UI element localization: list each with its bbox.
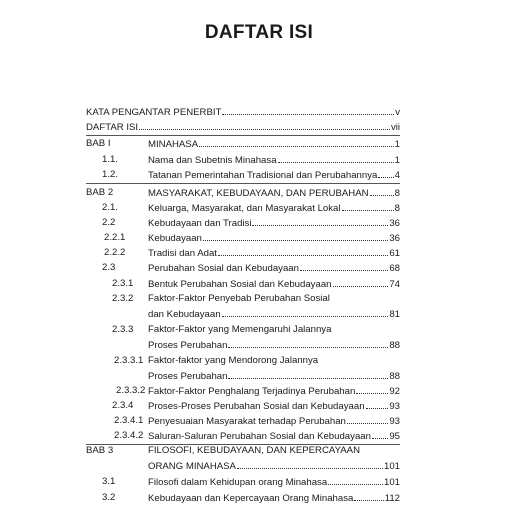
toc-entry-label: Faktor-Faktor Penghalang Terjadinya Perubahan [148, 386, 356, 397]
toc-number: BAB 3 [86, 445, 114, 456]
dot-leader [139, 119, 390, 130]
toc-page-number: 8 [394, 203, 400, 214]
dot-leader [378, 167, 393, 178]
toc-number: BAB 2 [86, 187, 114, 198]
toc-entry-label: Proses Perubahan [148, 340, 228, 351]
toc-row [0, 245, 518, 260]
toc-entry[interactable] [148, 413, 400, 429]
toc-entry-label: MINAHASA [148, 139, 199, 150]
toc-row [0, 337, 518, 352]
toc-page-number: 1 [394, 139, 400, 150]
toc-row [0, 260, 518, 275]
toc-number: 2.2.1 [104, 232, 126, 243]
section-divider [86, 183, 400, 184]
toc-number: 1.2. [102, 169, 119, 180]
toc-entry[interactable] [148, 152, 400, 168]
toc-entry[interactable] [148, 322, 400, 337]
toc-entry-label: Tradisi dan Adat [148, 248, 217, 259]
toc-entry-label: FILOSOFI, KEBUDAYAAN, DAN KEPERCAYAAN [148, 445, 360, 456]
toc-entry-label: Saluran-Saluran Perubahan Sosial dan Kebudayaan [148, 431, 371, 442]
page-title: DAFTAR ISI [204, 22, 314, 43]
toc-page-number: 93 [389, 416, 400, 427]
toc-number: 2.3.3.1 [114, 355, 144, 366]
toc-entry[interactable] [148, 185, 400, 201]
toc-entry[interactable] [86, 119, 400, 135]
toc-page-number: 4 [394, 170, 400, 181]
toc-entry[interactable] [148, 458, 400, 474]
dot-leader [203, 230, 388, 241]
toc-row [0, 104, 518, 119]
toc-entry-label: dan Kebudayaan [148, 309, 221, 320]
toc-entry[interactable] [148, 260, 400, 276]
toc-row [0, 276, 518, 291]
toc-row [0, 398, 518, 413]
toc-number: 2.3.3.2 [116, 385, 146, 396]
toc-entry[interactable] [148, 474, 400, 490]
toc-entry[interactable] [148, 383, 400, 399]
dot-leader [300, 260, 388, 271]
toc-page-number: 1 [394, 155, 400, 166]
toc-number: 2.2 [102, 217, 116, 228]
toc-entry[interactable] [148, 368, 400, 384]
dot-leader [356, 383, 388, 394]
toc-entry[interactable] [148, 245, 400, 261]
toc-row [0, 306, 518, 321]
dot-leader [366, 398, 389, 409]
dot-leader [333, 276, 389, 287]
dot-leader [228, 337, 388, 348]
toc-page-number: 74 [389, 279, 400, 290]
toc-entry-label: Faktor-faktor yang Mendorong Jalannya [148, 355, 319, 366]
toc-page-number: 92 [389, 386, 400, 397]
toc-entry-label: Perubahan Sosial dan Kebudayaan [148, 263, 299, 274]
toc-page-number: 88 [389, 340, 400, 351]
toc-number: 2.1. [102, 202, 119, 213]
dot-leader [199, 136, 394, 147]
toc-entry[interactable] [148, 136, 400, 152]
toc-row [0, 353, 518, 368]
toc-entry-label: Keluarga, Masyarakat, dan Masyarakat Lokal [148, 203, 341, 214]
toc-entry-label: DAFTAR ISI [86, 122, 139, 133]
toc-row [0, 152, 518, 167]
toc-entry[interactable] [148, 215, 400, 231]
toc-number: 2.3.4 [112, 400, 134, 411]
toc-row [0, 185, 518, 200]
toc-number: 2.2.2 [104, 247, 126, 258]
toc-number: 2.3.2 [112, 293, 134, 304]
dot-leader [354, 490, 383, 501]
toc-page-number: 68 [389, 263, 400, 274]
toc-row [0, 458, 518, 473]
toc-entry-label: Proses-Proses Perubahan Sosial dan Kebudayaan [148, 401, 365, 412]
toc-page-number: 88 [389, 371, 400, 382]
toc-number: BAB I [86, 138, 111, 149]
toc-page-number: 81 [389, 309, 400, 320]
toc-entry[interactable] [148, 443, 400, 458]
dot-leader [347, 413, 388, 424]
toc-entry-label: Proses Perubahan [148, 371, 228, 382]
toc-entry[interactable] [148, 306, 400, 322]
toc-entry-label: Faktor-Faktor Penyebab Perubahan Sosial [148, 293, 330, 304]
toc-entry-label: Bentuk Perubahan Sosial dan Kebudayaan [148, 279, 332, 290]
toc-entry-label: Tatanan Pemerintahan Tradisional dan Perubahannya [148, 170, 378, 181]
toc-page-number: 101 [383, 477, 400, 488]
toc-entry-label: Kebudayaan [148, 233, 202, 244]
toc-number: 1.1. [102, 154, 119, 165]
toc-page-number: 112 [384, 493, 400, 504]
toc-entry[interactable] [148, 428, 400, 444]
toc-row [0, 215, 518, 230]
dot-leader [222, 104, 394, 115]
toc-page-number: 101 [383, 461, 400, 472]
dot-leader [222, 306, 389, 317]
toc-page-number: 95 [389, 431, 400, 442]
toc-page-number: v [395, 107, 400, 118]
toc-row [0, 200, 518, 215]
toc-row [0, 368, 518, 383]
dot-leader [370, 185, 394, 196]
toc-entry-label: Kebudayaan dan Kepercayaan Orang Minahasa [148, 493, 354, 504]
toc-entry[interactable] [148, 167, 400, 183]
toc-row [0, 167, 518, 182]
toc-entry[interactable] [148, 230, 400, 246]
toc-row [0, 322, 518, 337]
dot-leader [252, 215, 388, 226]
toc-row [0, 428, 518, 443]
dot-leader [328, 474, 383, 485]
toc-row [0, 490, 518, 505]
dot-leader [237, 458, 383, 469]
toc-page-number: vii [390, 122, 400, 133]
toc-row [0, 291, 518, 306]
toc-page-number: 61 [389, 248, 400, 259]
toc-page-number: 36 [389, 233, 400, 244]
toc-entry-label: Faktor-Faktor yang Memengaruhi Jalannya [148, 324, 332, 335]
toc-number: 2.3 [102, 262, 116, 273]
toc-row [0, 474, 518, 489]
toc-number: 2.3.1 [112, 278, 134, 289]
toc-number: 3.2 [102, 492, 116, 503]
toc-entry-label: Filosofi dalam Kehidupan orang Minahasa [148, 477, 328, 488]
toc-entry-label: MASYARAKAT, KEBUDAYAAN, DAN PERUBAHAN [148, 188, 369, 199]
toc-row [0, 383, 518, 398]
toc-row [0, 443, 518, 458]
toc-number: 2.3.3 [112, 324, 134, 335]
toc-row [0, 119, 518, 134]
toc-number: 2.3.4.1 [114, 415, 144, 426]
toc-row [0, 230, 518, 245]
toc-number: 2.3.4.2 [114, 430, 144, 441]
toc-entry-label: ORANG MINAHASA [148, 461, 236, 472]
dot-leader [228, 368, 388, 379]
toc-row [0, 413, 518, 428]
toc-entry-label: Nama dan Subetnis Minahasa [148, 155, 277, 166]
toc-entry[interactable] [148, 398, 400, 414]
toc-page-number: 93 [389, 401, 400, 412]
toc-entry[interactable] [148, 490, 400, 506]
dot-leader [342, 200, 394, 211]
dot-leader [372, 428, 388, 439]
toc-entry[interactable] [148, 353, 400, 368]
toc-page-number: 8 [394, 188, 400, 199]
toc-entry[interactable] [148, 200, 400, 216]
toc-entry[interactable] [86, 104, 400, 120]
toc-number: 3.1 [102, 476, 116, 487]
dot-leader [278, 152, 394, 163]
toc-entry[interactable] [148, 276, 400, 292]
toc-row [0, 136, 518, 151]
toc-page-number: 36 [389, 218, 400, 229]
toc-entry-label: Kebudayaan dan Tradisi [148, 218, 252, 229]
toc-entry-label: KATA PENGANTAR PENERBIT [86, 107, 222, 118]
toc-entry-label: Penyesuaian Masyarakat terhadap Perubahan [148, 416, 346, 427]
dot-leader [218, 245, 388, 256]
toc-entry[interactable] [148, 337, 400, 353]
toc-entry[interactable] [148, 291, 400, 306]
